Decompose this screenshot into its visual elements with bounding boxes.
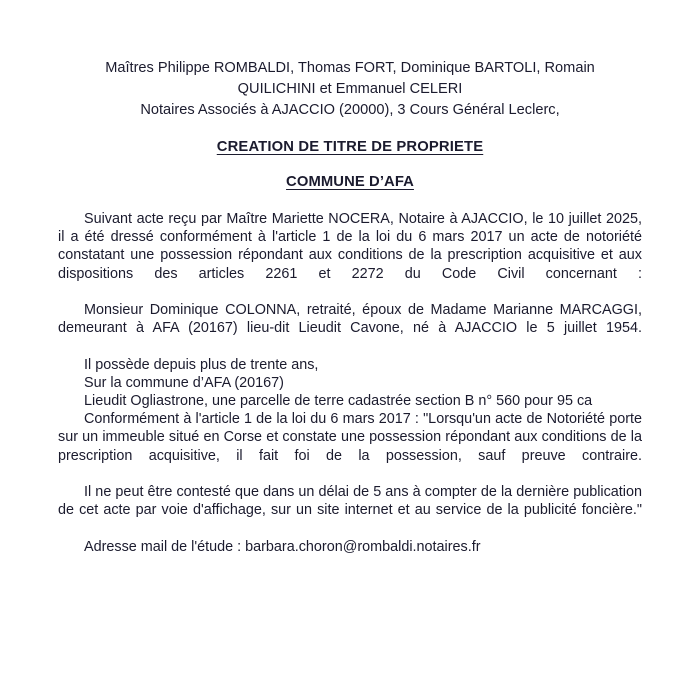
letterhead <box>58 58 642 121</box>
paragraph-possession-duree: Il possède depuis plus de trente ans, <box>84 356 319 373</box>
letterhead-line-3: Notaires Associés à AJACCIO (20000), 3 Cours Général Leclerc, <box>140 102 560 118</box>
paragraph-suivant-acte: Suivant acte reçu par Maître Mariette NOCERA, Notaire à AJACCIO, le 10 juillet 2025, il a été dressé conformément à l'article 1 de la loi du 6 mars 2017 un acte de notoriété constatant une possession répondant aux conditions de la prescription acquisitive et aux dispositions des articles 2261 et 2272 du Code Civil concernant : <box>58 211 642 282</box>
paragraph-monsieur-colonna: Monsieur Dominique COLONNA, retraité, époux de Madame Marianne MARCAGGI, demeurant à AFA (20167) lieu-dit Lieudit Cavone, né à AJACCIO le 5 juillet 1954. <box>58 302 642 337</box>
letterhead-line-2: QUILICHINI et Emmanuel CELERI <box>237 81 463 97</box>
paragraph-contestation-delai: Il ne peut être contesté que dans un délai de 5 ans à compter de la dernière publication de cet acte par voie d'affichage, sur un site internet et au service de la publicité foncière." <box>58 484 642 519</box>
paragraph-parcelle: Lieudit Ogliastrone, une parcelle de terre cadastrée section B n° 560 pour 95 ca <box>84 393 593 410</box>
paragraph-commune: Sur la commune d’AFA (20167) <box>84 374 284 391</box>
paragraph-adresse-mail: Adresse mail de l'étude : barbara.choron@rombaldi.notaires.fr <box>84 538 481 555</box>
document-body <box>58 210 642 556</box>
document-title: CREATION DE TITRE DE PROPRIETE <box>216 139 484 155</box>
document-subtitle: COMMUNE D’AFA <box>286 174 414 190</box>
letterhead-line-1: Maîtres Philippe ROMBALDI, Thomas FORT, Dominique BARTOLI, Romain <box>105 60 595 76</box>
paragraph-conformement-article: Conformément à l'article 1 de la loi du 6 mars 2017 : "Lorsqu'un acte de Notoriété porte sur un immeuble situé en Corse et constate une possession répondant aux conditions de la prescription acquisitive, il fait foi de la possession, sauf preuve contraire. <box>58 411 642 464</box>
document-content <box>58 58 642 556</box>
